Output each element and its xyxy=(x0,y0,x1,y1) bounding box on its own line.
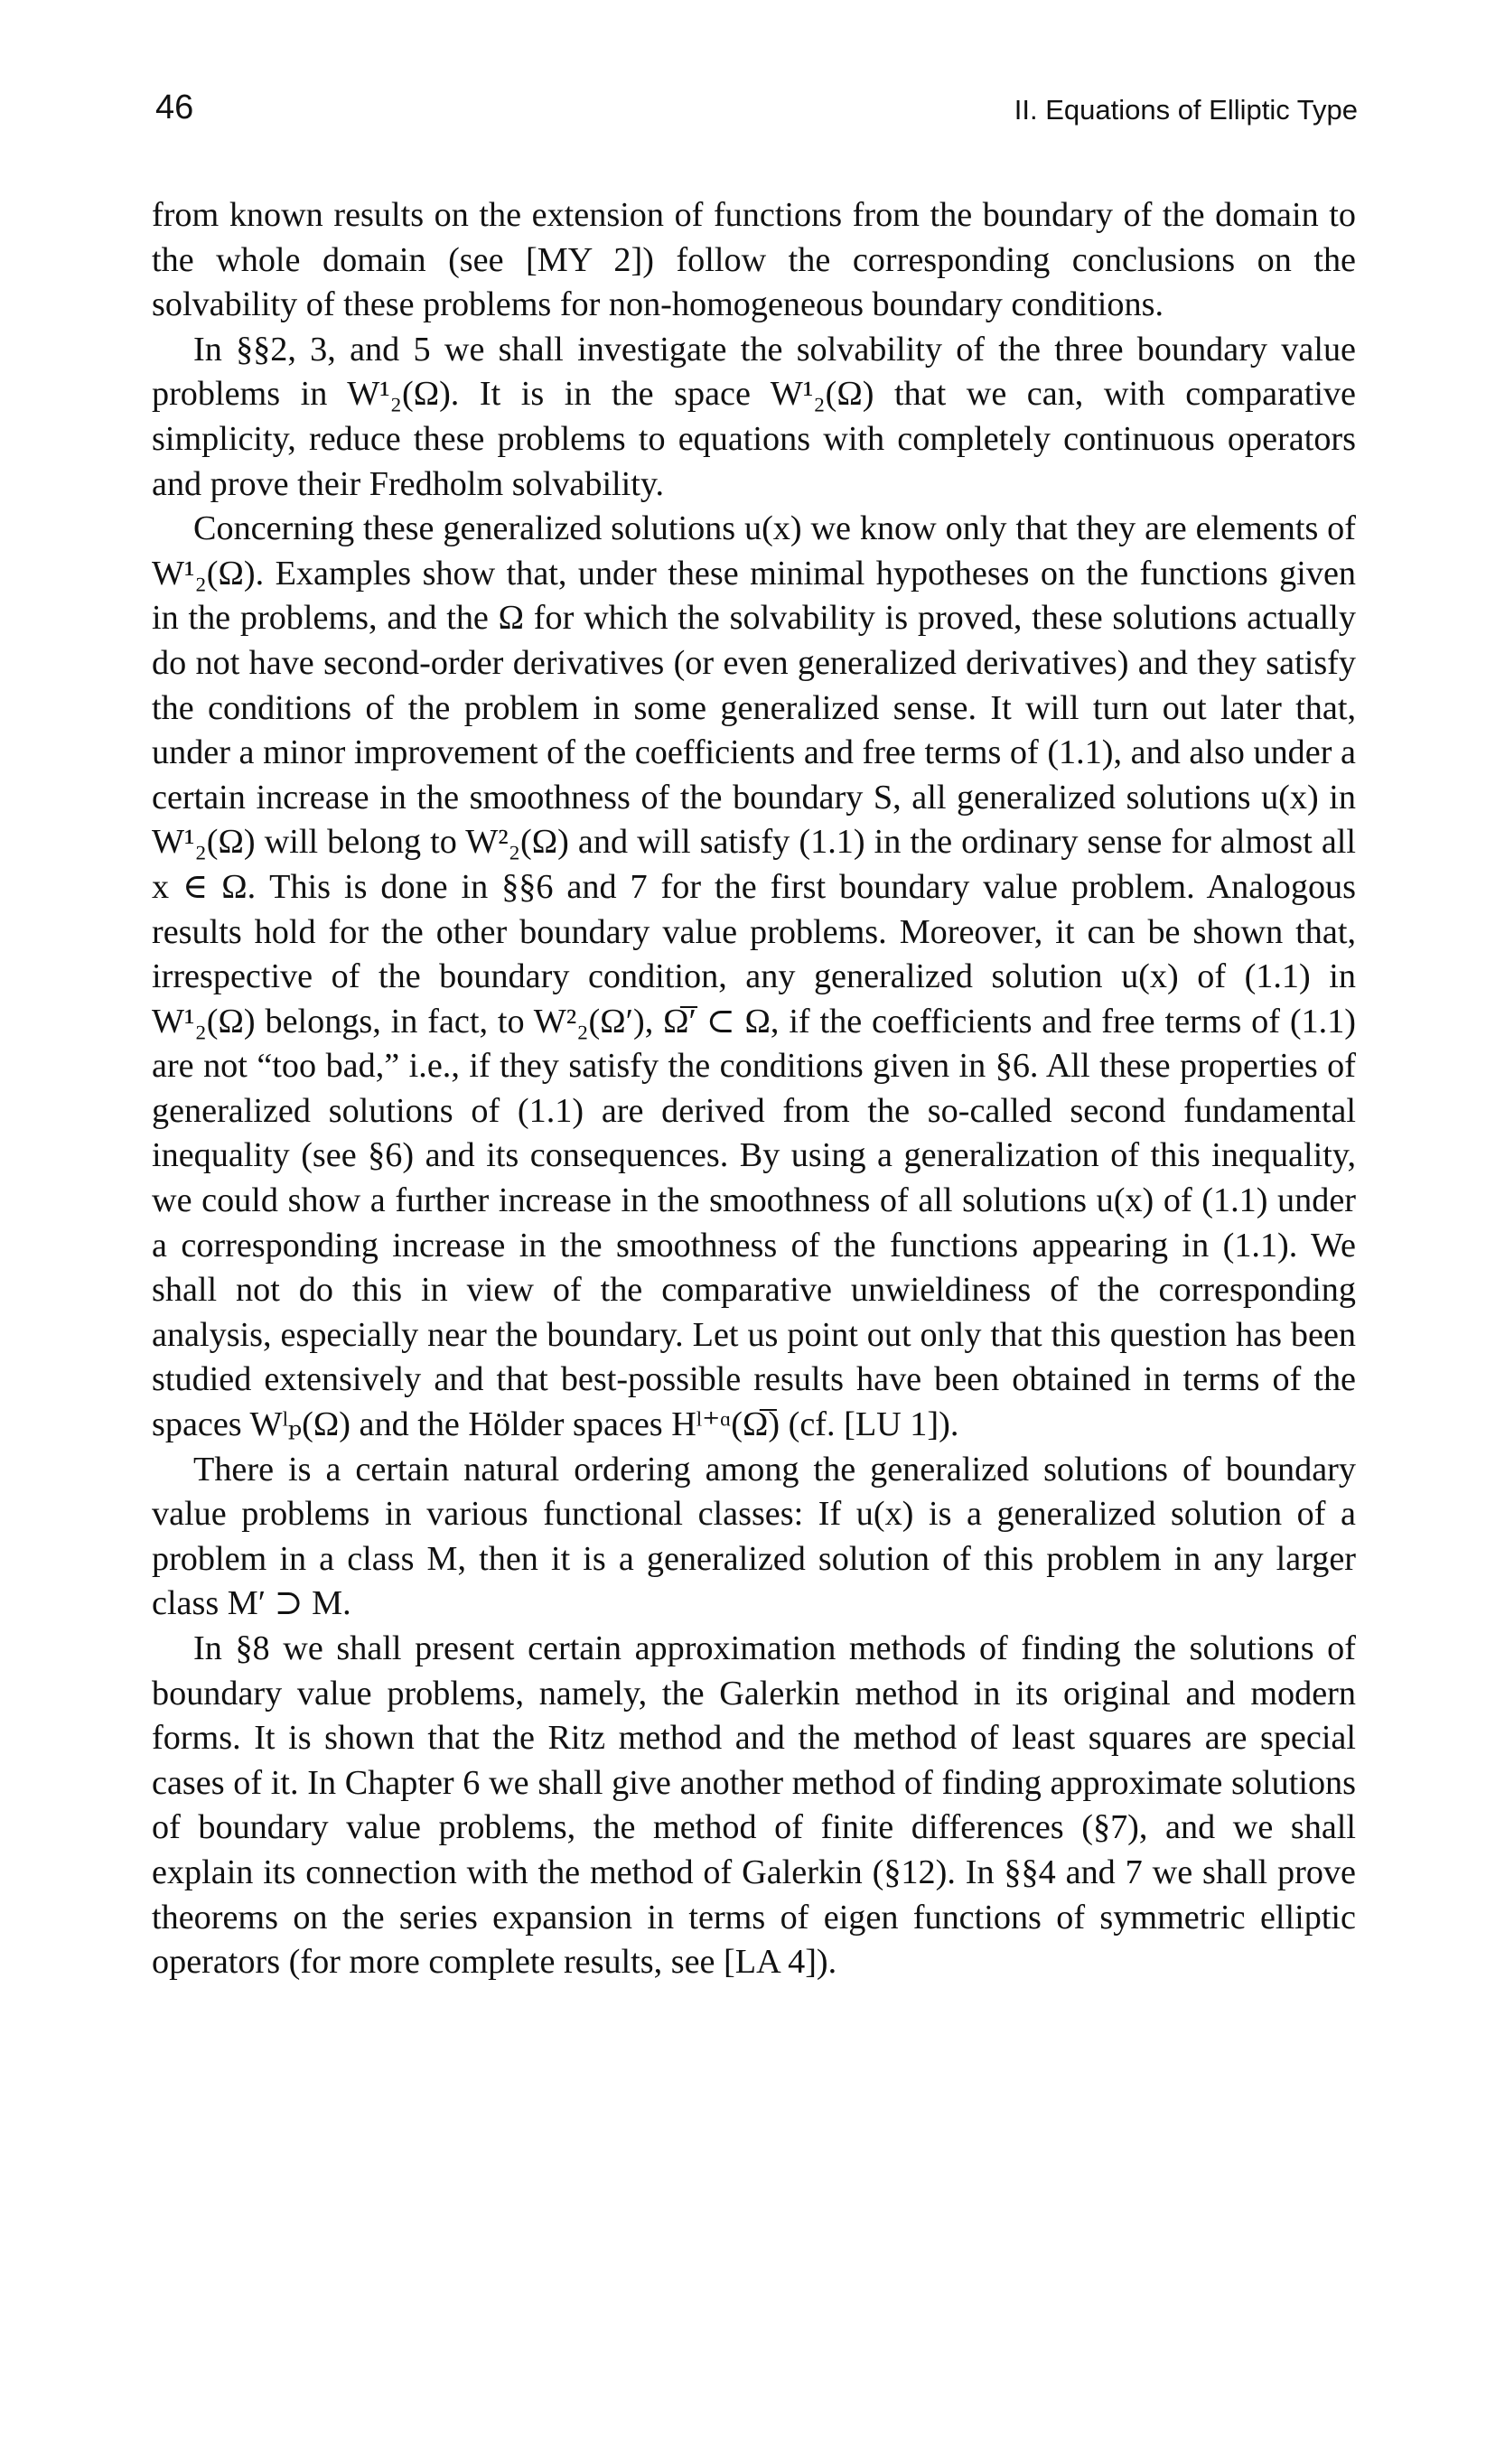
paragraph-continuation: from known results on the extension of functions from the boundary of the domain to the whole domain (see [MY 2]) follow the corresponding conclusions on the solvability of these problems for non-homogeneous boundary conditions. xyxy=(152,196,1356,324)
running-head: II. Equations of Elliptic Type xyxy=(1014,94,1358,126)
paragraph-natural-ordering: There is a certain natural ordering among the generalized solutions of boundary value problems in various functional classes: If u(x) is a generalized solution of a problem in a class M, then it is a generalized solution of this problem in any larger class M′ ⊃ M. xyxy=(152,1450,1356,1623)
page-header xyxy=(152,83,1358,137)
paragraph-approximation-methods: In §8 we shall present certain approximation methods of finding the solutions of boundary value problems, namely, the Galerkin method in its original and modern forms. It is shown that the Ritz method and the method of least squares are special cases of it. In Chapter 6 we shall give another method of finding approximate solutions of boundary value problems, the method of finite differences (§7), and we shall explain its connection with the method of Galerkin (§12). In §§4 and 7 we shall prove theorems on the series expansion in terms of eigen functions of symmetric elliptic operators (for more complete results, see [LA 4]). xyxy=(152,1629,1356,1982)
page-number: 46 xyxy=(155,89,194,126)
paragraph-generalized-solutions: Concerning these generalized solutions u(x) we know only that they are elements of W¹₂(Ω). Examples show that, under these minimal hypotheses on the functions given in the problems, and the Ω for which the solvability is proved, these solutions actually do not have second-order derivatives (or even generalized derivatives) and they satisfy the conditions of the problem in some generalized sense. It will turn out later that, under a minor improvement of the coefficients and free terms of (1.1), and also under a certain increase in the smoothness of the boundary S, all generalized solutions u(x) in W¹₂(Ω) will belong to W²₂(Ω) and will satisfy (1.1) in the ordinary sense for almost all x ∈ Ω. This is done in §§6 and 7 for the first boundary value problem. Analogous results hold for the other boundary value problems. Moreover, it can be shown that, irrespective of the boundary condition, any generalized solution u(x) of (1.1) in W¹₂(Ω) belongs, in fact, to W²₂(Ω′), Ω̅′ ⊂ Ω, if the coefficients and free terms of (1.1) are not “too bad,” i.e., if they satisfy the conditions given in §6. All these properties of generalized solutions of (1.1) are derived from the so-called second fundamental inequality (see §6) and its consequences. By using a generalization of this inequality, we could show a further increase in the smoothness of all solutions u(x) of (1.1) under a corresponding increase in the smoothness of the functions appearing in (1.1). We shall not do this in view of the comparative unwieldiness of the corresponding analysis, especially near the boundary. Let us point out only that this question has been studied extensively and that best-possible results have been obtained in terms of the spaces Wˡₚ(Ω) and the Hölder spaces Hˡ⁺ᵅ(Ω̅) (cf. [LU 1]). xyxy=(152,509,1356,1444)
paragraph-solvability: In §§2, 3, and 5 we shall investigate the solvability of the three boundary value problems in W¹₂(Ω). It is in the space W¹₂(Ω) that we can, with comparative simplicity, reduce these problems to equations with completely continuous operators and prove their Fredholm solvability. xyxy=(152,330,1356,503)
body-text xyxy=(152,193,1356,1985)
